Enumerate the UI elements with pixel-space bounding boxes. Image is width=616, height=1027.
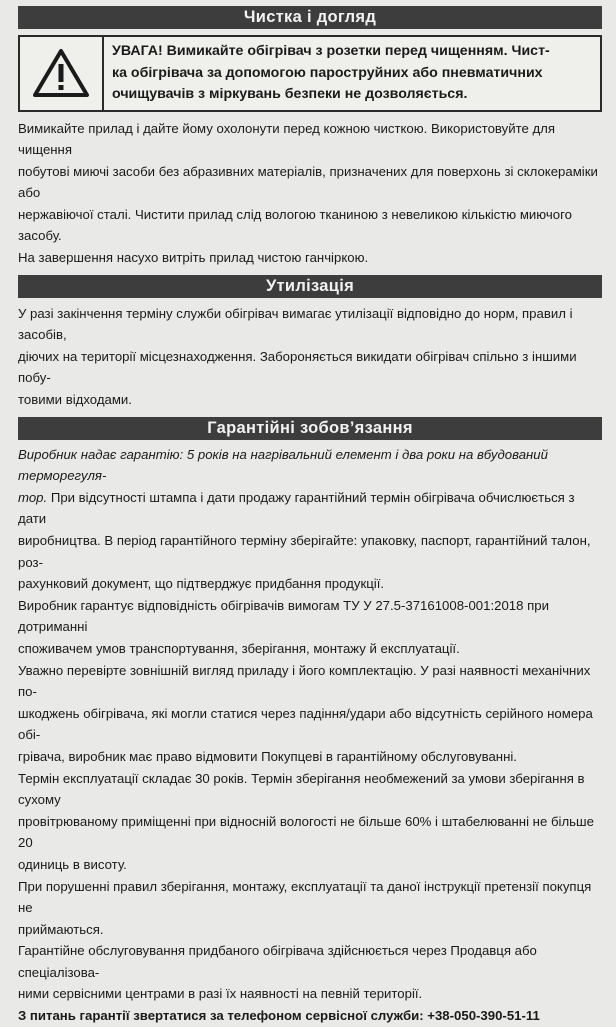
warranty-paragraphs: Виробник надає гарантію: 5 років на нагрівальний елемент і два роки на вбудований терморегуля- тор. При відсутності штампа і дати продажу гарантійний термін обігрівача обчислюється з дати виробництва. В період гарантійного терміну зберігайте: упаковку, паспорт, гарантійний талон, роз- рахунковий документ, що підтверджує придбання продукції. Виробник гарантує відповідність обігрівачів вимогам ТУ У 27.5-37161008-001:2018 при дотриманні споживачем умов транспортування, зберігання, монтажу й експлуатації. Уважно перевірте зовнішній вигляд приладу і його комплектацію. У разі наявності механічних по- шкоджень обігрівача, які могли статися через падіння/удари або відсутність серійного номера обі- грівача, виробник має право відмовити Покупцеві в гарантійному обслуговуванні. Термін експлуатації складає 30 років. Термін зберігання необмежений за умови зберігання в сухому провітрюваному приміщенні при відносній вологості не більше 60% і штабелюванні не більше 20 одиниць в висоту. При порушенні правил зберігання, монтажу, експлуатації та даної інструкції претензії покупця не приймаються. Гарантійне обслуговування придбаного обігрівача здійснюється через Продавця або спеціалізова- ними сервісними центрами в разі їх наявності на певній території. З питань гарантії звертатися за телефоном сервісної служби: +38-050-390-51-11: [18, 444, 602, 1027]
warranty-section-title: Гарантійні зобов’язання: [18, 417, 602, 440]
care-paragraph: Вимикайте прилад і дайте йому охолонути перед кожною чисткою. Використовуйте для чищення побутові миючі засоби без абразивних матеріалів, призначених для поверхонь зі склокераміки або нержавіючої сталі. Чистити прилад слід вологою тканиною з невеликою кількістю миючого засобу. На завершення насухо витріть прилад чистою ганчіркою.: [18, 120, 598, 266]
warranty-inspection: Уважно перевірте зовнішній вигляд приладу і його комплектацію. У разі наявності механічних по-: [18, 662, 591, 700]
warning-box: [18, 35, 602, 112]
warning-line-1: УВАГА! Вимикайте обігрівач з розетки перед чищенням. Чист-: [112, 43, 550, 59]
warning-text: [104, 37, 558, 110]
warning-line-2: ка обігрівача за допомогою пароструйних або пневматичних: [112, 64, 543, 81]
warning-line-3: очищувачів з міркувань безпеки не дозволяється.: [112, 86, 468, 102]
warranty-service: Гарантійне обслуговування придбаного обігрівача здійснюється через Продавця або спеціалізова-: [18, 943, 537, 980]
warranty-compliance: Виробник гарантує відповідність обігрівачів вимогам ТУ У 27.5-37161008-001:2018 при дотриманні: [18, 597, 549, 635]
warning-icon-cell: [20, 37, 104, 110]
warranty-intro: Виробник надає гарантію: 5 років на нагрівальний елемент і два роки на вбудований терморегуля-: [18, 446, 548, 484]
warranty-contact: З питань гарантії звертатися за телефоном сервісної служби: +38-050-390-51-11: [18, 1008, 540, 1024]
warning-lead: УВАГА!: [112, 43, 163, 59]
disposal-section-title: Утилізація: [18, 275, 602, 298]
disposal-paragraph: У разі закінчення терміну служби обігрівач вимагає утилізації відповідно до норм, правил і засобів, діючих на території місцезнаходження. Забороняється викидати обігрівач спільно з іншими побу- товими відходами.: [18, 305, 577, 408]
warranty-lifetime: Термін експлуатації складає 30 років. Термін зберігання необмежений за умови зберігання в сухому: [18, 770, 585, 808]
warning-triangle-icon: [32, 48, 90, 98]
warranty-violation: При порушенні правил зберігання, монтажу, експлуатації та даної інструкції претензії покупця не: [18, 878, 592, 916]
care-section-title: Чистка і догляд: [18, 6, 602, 29]
